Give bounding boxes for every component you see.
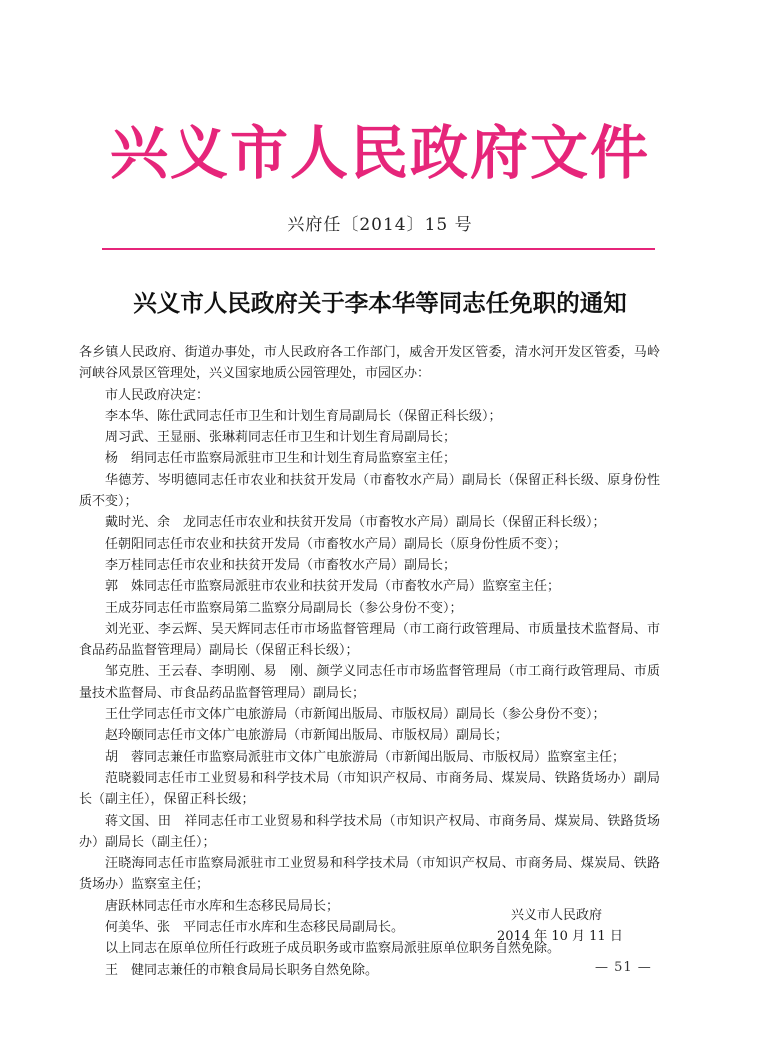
- paragraph: 王仕学同志任市文体广电旅游局（市新闻出版局、市版权局）副局长（参公身份不变）；: [105, 707, 606, 723]
- signature-block: [497, 905, 657, 947]
- paragraph: 胡 蓉同志兼任市监察局派驻市文体广电旅游局（市新闻出版局、市版权局）监察室主任；: [105, 749, 626, 765]
- masthead: 兴义市人民政府文件: [109, 119, 650, 187]
- paragraph: 王成芬同志任市监察局第二监察分局副局长（参公身份不变）；: [105, 600, 463, 616]
- paragraph: 刘光亚、李云辉、吴天辉同志任市市场监督管理局（市工商行政管理局、市质量技术监督局、市食品药品监督管理局）副局长（保留正科长级）；: [79, 621, 660, 659]
- paragraph: 范晓毅同志任市工业贸易和科学技术局（市知识产权局、市商务局、煤炭局、铁路货场办）副局长（副主任），保留正科长级；: [79, 770, 660, 808]
- signing-organization: 兴义市人民政府: [511, 908, 603, 923]
- paragraph: 以上同志在原单位所任行政班子成员职务或市监察局派驻原单位职务自然免除。: [105, 941, 561, 957]
- paragraph: 何美华、张 平同志任市水库和生态移民局副局长。: [105, 920, 405, 936]
- paragraph: 李本华、陈仕武同志任市卫生和计划生育局副局长（保留正科长级）；: [105, 408, 502, 424]
- paragraph: 戴时光、余 龙同志任市农业和扶贫开发局（市畜牧水产局）副局长（保留正科长级）；: [105, 515, 606, 531]
- notice-body: [79, 342, 660, 981]
- paragraph: 蒋文国、田 祥同志任市工业贸易和科学技术局（市知识产权局、市商务局、煤炭局、铁路货场办）副局长（副主任）；: [79, 813, 660, 850]
- paragraph: 王 健同志兼任的市粮食局局长职务自然免除。: [105, 962, 379, 978]
- paragraph: 周习武、王显丽、张琳莉同志任市卫生和计划生育局副局长；: [105, 430, 457, 446]
- paragraph: 市人民政府决定：: [105, 387, 210, 403]
- paragraph: 赵玲颐同志任市文体广电旅游局（市新闻出版局、市版权局）副局长；: [105, 728, 509, 744]
- paragraph: 邹克胜、王云春、李明刚、易 刚、颜学义同志任市市场监督管理局（市工商行政管理局、市质量技术监督局、市食品药品监督管理局）副局长；: [79, 664, 660, 701]
- paragraph: 郭 姝同志任市监察局派驻市农业和扶贫开发局（市畜牧水产局）监察室主任；: [105, 579, 561, 595]
- notice-title: 兴义市人民政府关于李本华等同志任免职的通知: [133, 289, 627, 317]
- red-divider-line: [102, 248, 655, 250]
- paragraph: 华德芳、岑明德同志任市农业和扶贫开发局（市畜牧水产局）副局长（保留正科长级、原身份性质不变）；: [79, 472, 660, 510]
- page-number: — 51 —: [595, 960, 652, 975]
- document-number: 兴府任〔2014〕15 号: [287, 215, 473, 235]
- signing-date: 2014 年 10 月 11 日: [497, 929, 623, 944]
- paragraph: 汪晓海同志任市监察局派驻市工业贸易和科学技术局（市知识产权局、市商务局、煤炭局、铁路货场办）监察室主任；: [79, 856, 660, 893]
- addressee: 各乡镇人民政府、街道办事处，市人民政府各工作部门，威舍开发区管委，清水河开发区管委，马岭河峡谷风景区管理处，兴义国家地质公园管理处，市园区办：: [79, 345, 660, 382]
- paragraph: 任朝阳同志任市农业和扶贫开发局（市畜牧水产局）副局长（原身份性质不变）；: [105, 536, 567, 552]
- paragraph: 唐跃林同志任市水库和生态移民局局长；: [105, 898, 340, 914]
- paragraph: 李万桂同志任市农业和扶贫开发局（市畜牧水产局）副局长；: [105, 557, 457, 573]
- paragraph: 杨 绢同志任市监察局派驻市卫生和计划生育局监察室主任；: [105, 451, 457, 467]
